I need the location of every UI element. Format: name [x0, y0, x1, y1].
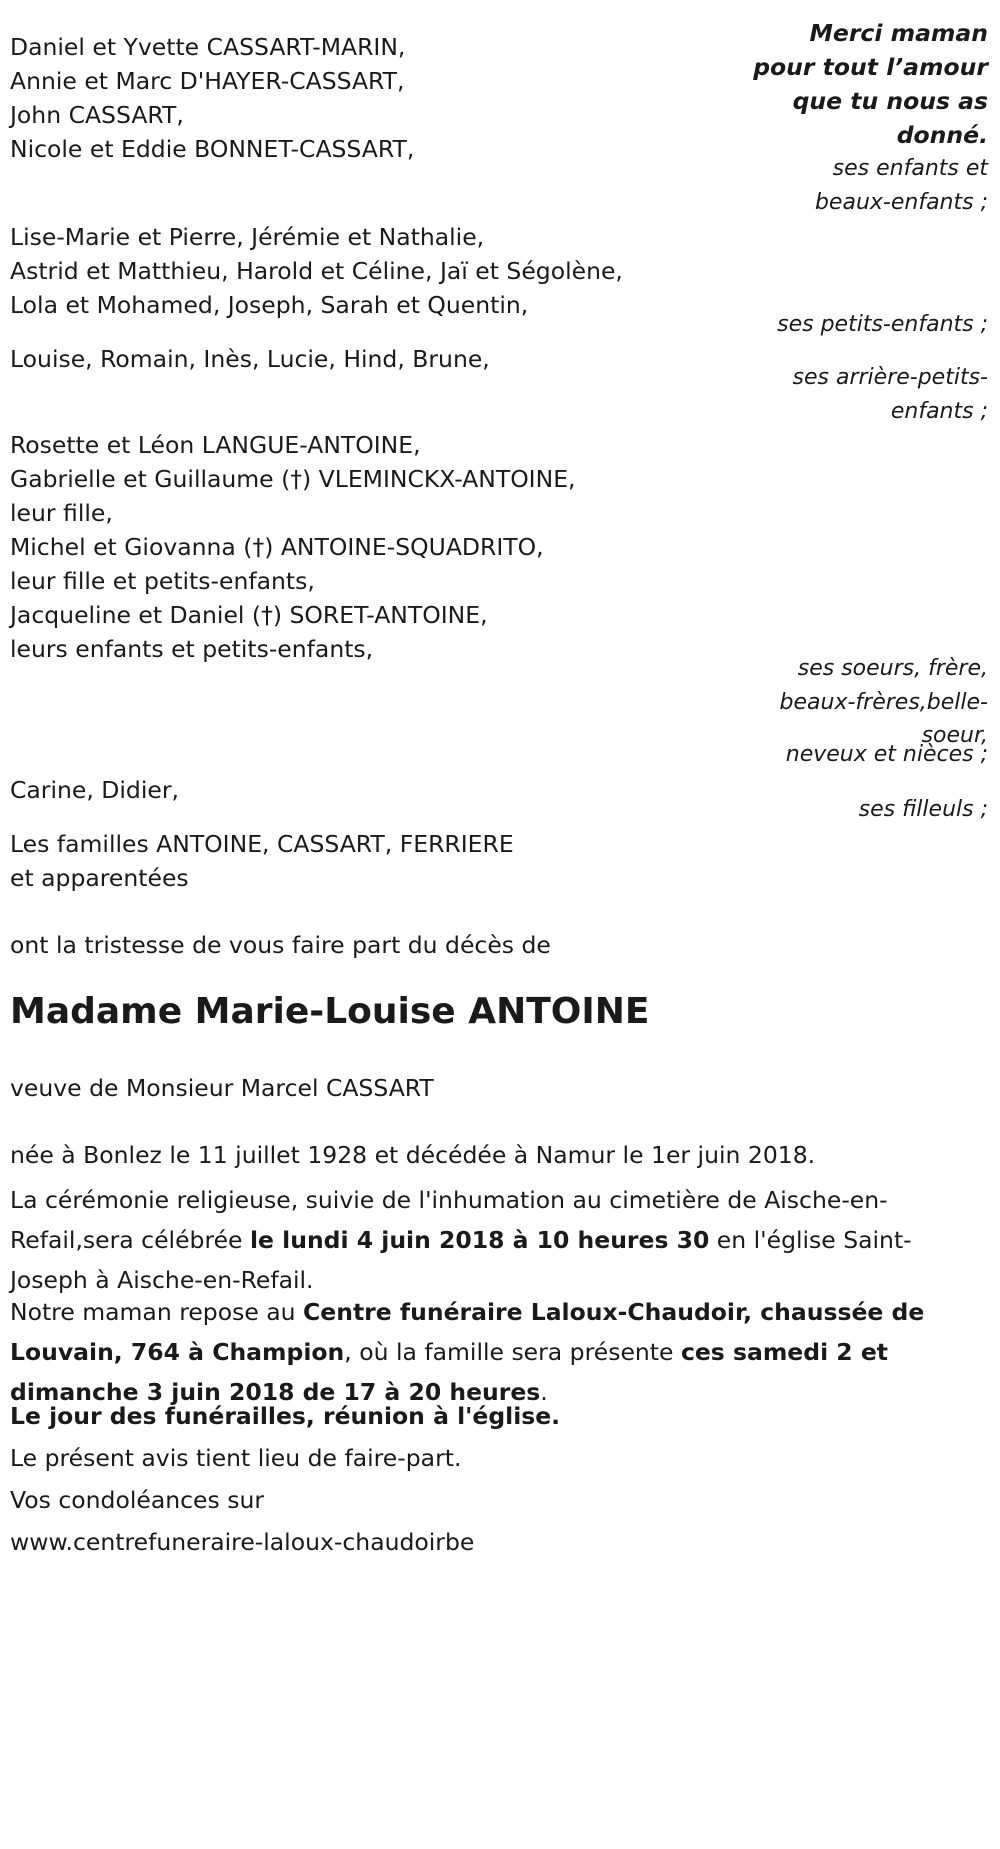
merci-line: Merci maman [809, 19, 988, 47]
birth-death: née à Bonlez le 11 juillet 1928 et décédée à Namur le 1er juin 2018. [10, 1141, 816, 1169]
ceremony-text: en l'église Saint-Joseph à Aische-en-Refail. [10, 1226, 912, 1294]
family-line: Lise-Marie et Pierre, Jérémie et Nathalie, [10, 223, 485, 251]
family-line: Les familles ANTOINE, CASSART, FERRIERE [10, 830, 514, 858]
visitation-dates: ces samedi 2 et dimanche 3 juin 2018 de 17 à 20 heures [10, 1338, 889, 1406]
ceremony-date: le lundi 4 juin 2018 à 10 heures 30 [249, 1226, 710, 1254]
family-line: Lola et Mohamed, Joseph, Sarah et Quentin, [10, 291, 529, 319]
condolences: Vos condoléances sur [10, 1486, 265, 1514]
family-line: leurs enfants et petits-enfants, [10, 635, 374, 663]
family-line: Michel et Giovanna (†) ANTOINE-SQUADRITO, [10, 533, 544, 561]
relation-label: soeur, [921, 723, 988, 748]
visitation-text: , où la famille sera présente [344, 1338, 681, 1366]
website-link[interactable]: www.centrefuneraire-laloux-chaudoirbe [10, 1528, 475, 1556]
family-line: John CASSART, [10, 101, 184, 129]
family-line: et apparentées [10, 864, 189, 892]
family-line: Annie et Marc D'HAYER-CASSART, [10, 67, 405, 95]
announcement: ont la tristesse de vous faire part du décès de [10, 931, 551, 959]
family-line: leur fille et petits-enfants, [10, 567, 315, 595]
merci-line: que tu nous as [792, 87, 988, 115]
relation-label: ses arrière-petits- [792, 365, 988, 390]
relation-label: ses enfants et [832, 156, 988, 181]
family-line: Gabrielle et Guillaume (†) VLEMINCKX-ANTOINE, [10, 465, 576, 493]
visitation-place: Centre funéraire Laloux-Chaudoir, chaussée de Louvain, 764 à Champion [10, 1298, 925, 1366]
funeral-day: Le jour des funérailles, réunion à l'église. [10, 1402, 561, 1430]
relation-label: beaux-frères,belle- [779, 690, 988, 715]
family-line: Nicole et Eddie BONNET-CASSART, [10, 135, 415, 163]
visitation-text: Notre maman repose au [10, 1298, 304, 1326]
family-line: Carine, Didier, [10, 776, 179, 804]
family-line: Jacqueline et Daniel (†) SORET-ANTOINE, [10, 601, 488, 629]
family-line: Louise, Romain, Inès, Lucie, Hind, Brune, [10, 345, 490, 373]
relation-label: beaux-enfants ; [814, 190, 988, 215]
widow-of: veuve de Monsieur Marcel CASSART [10, 1074, 434, 1102]
relation-label: ses petits-enfants ; [777, 312, 988, 337]
ceremony-paragraph [10, 1180, 990, 1300]
family-line: Daniel et Yvette CASSART-MARIN, [10, 33, 406, 61]
visitation-text: . [540, 1378, 548, 1406]
merci-line: donné. [896, 121, 988, 149]
family-line: Astrid et Matthieu, Harold et Céline, Jaï et Ségolène, [10, 257, 623, 285]
relation-label: enfants ; [890, 399, 988, 424]
ceremony-text: La cérémonie religieuse, suivie de l'inhumation au cimetière de Aische-en-Refail,sera célébrée [10, 1186, 888, 1254]
deceased-name: Madame Marie-Louise ANTOINE [10, 991, 650, 1032]
relation-label: ses filleuls ; [858, 797, 988, 822]
family-line: leur fille, [10, 499, 113, 527]
relation-label: ses soeurs, frère, [797, 656, 988, 681]
merci-line: pour tout l’amour [753, 53, 988, 81]
family-line: Rosette et Léon LANGUE-ANTOINE, [10, 431, 421, 459]
relation-label: neveux et nièces ; [785, 742, 988, 767]
visitation-paragraph [10, 1292, 990, 1412]
notice: Le présent avis tient lieu de faire-part. [10, 1444, 462, 1472]
